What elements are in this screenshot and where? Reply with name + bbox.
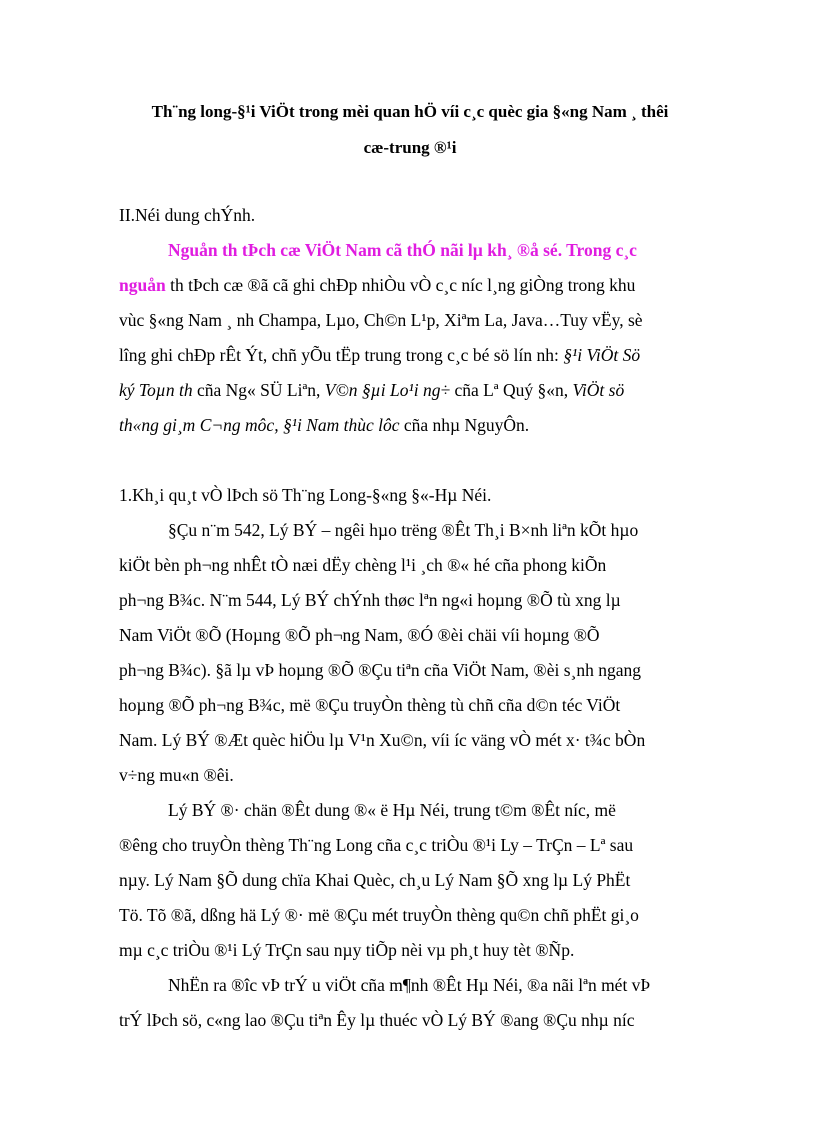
intro-book-title-4: th«ng gi¸m C¬ng môc, §¹i Nam thùc lôc	[119, 415, 400, 435]
para2-line-2: ®êng cho truyÒn thèng Th¨ng Long cña c¸c triÒu ®¹i Ly – TrÇn – Lª sau	[119, 835, 634, 855]
intro-text-5a: cña Ng« SÜ Liªn,	[192, 380, 325, 400]
intro-highlight-1: Nguån th tÞch cæ ViÖt Nam cã thÓ nãi lµ kh¸ ®å sé. Trong c¸c	[168, 240, 637, 260]
intro-book-title-1: §¹i ViÖt Sö	[563, 345, 641, 365]
intro-text-6: cña nhµ NguyÔn.	[399, 415, 530, 435]
para2-line-1: Lý BÝ ®· chän ®Êt dung ®« ë Hµ Néi, trung t©m ®Êt níc, më	[168, 800, 616, 820]
intro-line-6	[119, 415, 529, 436]
intro-line-1	[168, 240, 637, 261]
intro-text-4: lîng ghi chÐp rÊt Ýt, chñ yÕu tËp trung trong c¸c bé sö lín nh:	[119, 345, 564, 365]
para1-line-3: ph¬ng B¾c. N¨m 544, Lý BÝ chÝnh thøc lªn ng«i hoµng ®Õ tù xng lµ	[119, 590, 621, 610]
section-heading: II.Néi dung chÝnh.	[119, 205, 256, 225]
para2-line-5: mµ c¸c triÒu ®¹i Lý TrÇn sau nµy tiÕp nèi vµ ph¸t huy tèt ®Ñp.	[119, 940, 575, 960]
intro-line-3: vùc §«ng Nam ¸ nh Champa, Lµo, Ch©n L¹p, Xiªm La, Java…Tuy vËy, sè	[119, 310, 643, 330]
intro-highlight-2: nguån	[119, 275, 166, 295]
para3-line-2: trÝ lÞch sö, c«ng lao ®Çu tiªn Êy lµ thuéc vÒ Lý BÝ ®ang ®Çu nhµ níc	[119, 1010, 635, 1030]
document-title-line-1: Th¨ng long-§¹i ViÖt trong mèi quan hÖ víi c¸c quèc gia §«ng Nam ¸ thêi	[151, 102, 669, 121]
intro-text-5b: cña Lª Quý §«n,	[450, 380, 573, 400]
intro-line-4	[119, 345, 640, 366]
para1-line-2: kiÖt bèn ph¬ng nhÊt tÒ næi dËy chèng l¹i ¸ch ®« hé cña phong kiÕn	[119, 555, 607, 575]
para1-line-8: v÷ng mu«n ®êi.	[119, 765, 234, 785]
document-title-line-2: cæ-trung ®¹i	[363, 138, 457, 157]
intro-text-2: th tÞch cæ ®ã cã ghi chÐp nhiÒu vÒ c¸c níc l¸ng giÒng trong khu	[165, 275, 636, 295]
para1-line-4: Nam ViÖt ®Õ (Hoµng ®Õ ph¬ng Nam, ®Ó ®èi chäi víi hoµng ®Õ	[119, 625, 600, 645]
intro-line-2	[119, 275, 635, 296]
para2-line-4: Tö. Tõ ®ã, dßng hä Lý ®· më ®Çu mét truyÒn thèng qu©n chñ phËt gi¸o	[119, 905, 639, 925]
subsection-heading: 1.Kh¸i qu¸t vÒ lÞch sö Th¨ng Long-§«ng §«-Hµ Néi.	[119, 485, 492, 505]
intro-line-5	[119, 380, 624, 401]
para2-line-3: nµy. Lý Nam §Õ dung chïa Khai Quèc, ch¸u Lý Nam §Õ xng lµ Lý PhËt	[119, 870, 631, 890]
intro-book-title-3: ViÖt sö	[572, 380, 625, 400]
para3-line-1: NhËn ra ®îc vÞ trÝ u viÖt cña m¶nh ®Êt Hµ Néi, ®a nãi lªn mét vÞ	[168, 975, 651, 995]
para1-line-7: Nam. Lý BÝ ®Æt quèc hiÖu lµ V¹n Xu©n, víi íc väng vÒ mét x· t¾c bÒn	[119, 730, 646, 750]
para1-line-6: hoµng ®Õ ph¬ng B¾c, më ®Çu truyÒn thèng tù chñ cña d©n téc ViÖt	[119, 695, 621, 715]
intro-book-title-1b: ký Toµn th	[119, 380, 193, 400]
para1-line-1: §Çu n¨m 542, Lý BÝ – ngêi hµo trëng ®Êt Th¸i B×nh liªn kÕt hµo	[168, 520, 639, 540]
intro-book-title-2: V©n §µi Lo¹i ng÷	[324, 380, 451, 400]
para1-line-5: ph¬ng B¾c). §ã lµ vÞ hoµng ®Õ ®Çu tiªn cña ViÖt Nam, ®èi s¸nh ngang	[119, 660, 642, 680]
